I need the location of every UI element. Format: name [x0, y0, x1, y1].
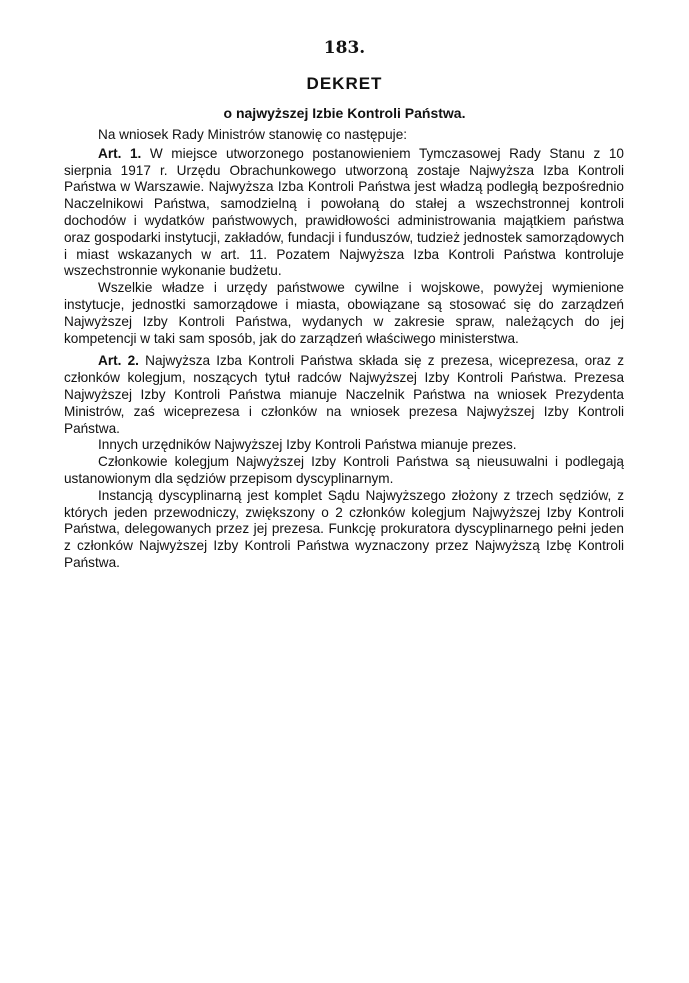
article-2-text-1: Najwyższa Izba Kontroli Państwa składa się z prezesa, wiceprezesa, oraz z członków kolegjum, noszących tytuł radców Najwyższej Izby Kontroli Państwa. Prezesa Najwyższej Izby Kontroli Państwa mianuje Naczelnik Państwa na wniosek Prezydenta Ministrów, zaś wiceprezesa i członków na wniosek prezesa Najwyższej Izby Kontroli Państwa. — [64, 353, 624, 436]
page-number: 183. — [323, 38, 366, 58]
decree-title: DEKRET — [306, 74, 383, 93]
article-2-paragraph-4: Instancją dyscyplinarną jest komplet Sądu Najwyższego złożony z trzech sędziów, z których jeden przewodniczy, zwiększony o 2 członków kolegjum Najwyższej Izby Kontroli Państwa, delegowanych przez jej prezesa. Funkcję prokuratora dyscyplinarnego pełni jeden z członków Najwyższej Izby Kontroli Państwa wyznaczony przez Najwyższą Izbę Kontroli Państwa. — [64, 487, 624, 570]
decree-body — [64, 127, 624, 572]
decree-subtitle: o najwyższej Izbie Kontroli Państwa. — [223, 105, 466, 121]
article-1-text-1: W miejsce utworzonego postanowieniem Tymczasowej Rady Stanu z 10 sierpnia 1917 r. Urzędu Obrachunkowego utworzoną zostaje Najwyższa Izba Kontroli Państwa w Warszawie. Najwyższa Izba Kontroli Państwa jest władzą podległą bezpośrednio Naczelnikowi Państwa, samodzielną i powołaną do stałej a wszechstronnej kontroli dochodów i wydatków państwowych, prawidłowości administrowania majątkiem państwa oraz gospodarki instytucji, zakładów, fundacji i funduszów, tudzież jednostek samorządowych i miast wskazanych w art. 11. Pozatem Najwyższa Izba Kontroli Państwa kontroluje wszechstronnie wykonanie budżetu. — [64, 145, 624, 279]
article-1-label: Art. 1. — [98, 145, 142, 161]
article-1-paragraph-1 — [64, 146, 624, 280]
article-2-paragraph-2: Innych urzędników Najwyższej Izby Kontroli Państwa mianuje prezes. — [98, 437, 517, 453]
article-2-paragraph-1 — [64, 353, 624, 437]
intro-paragraph: Na wniosek Rady Ministrów stanowię co następuje: — [98, 127, 408, 142]
article-2-label: Art. 2. — [98, 353, 139, 369]
article-2-paragraph-3: Członkowie kolegjum Najwyższej Izby Kontroli Państwa są nieusuwalni i podlegają ustanowionym dla sędziów przepisom dyscyplinarnym. — [64, 454, 624, 486]
article-1-paragraph-2: Wszelkie władze i urzędy państwowe cywilne i wojskowe, powyżej wymienione instytucje, jednostki samorządowe i miasta, obowiązane są stosować się do zarządzeń Najwyższej Izby Kontroli Państwa, wydanych w zakresie spraw, należących do jej kompetencji w taki sam sposób, jak do zarządzeń właściwego ministerstwa. — [64, 280, 624, 346]
